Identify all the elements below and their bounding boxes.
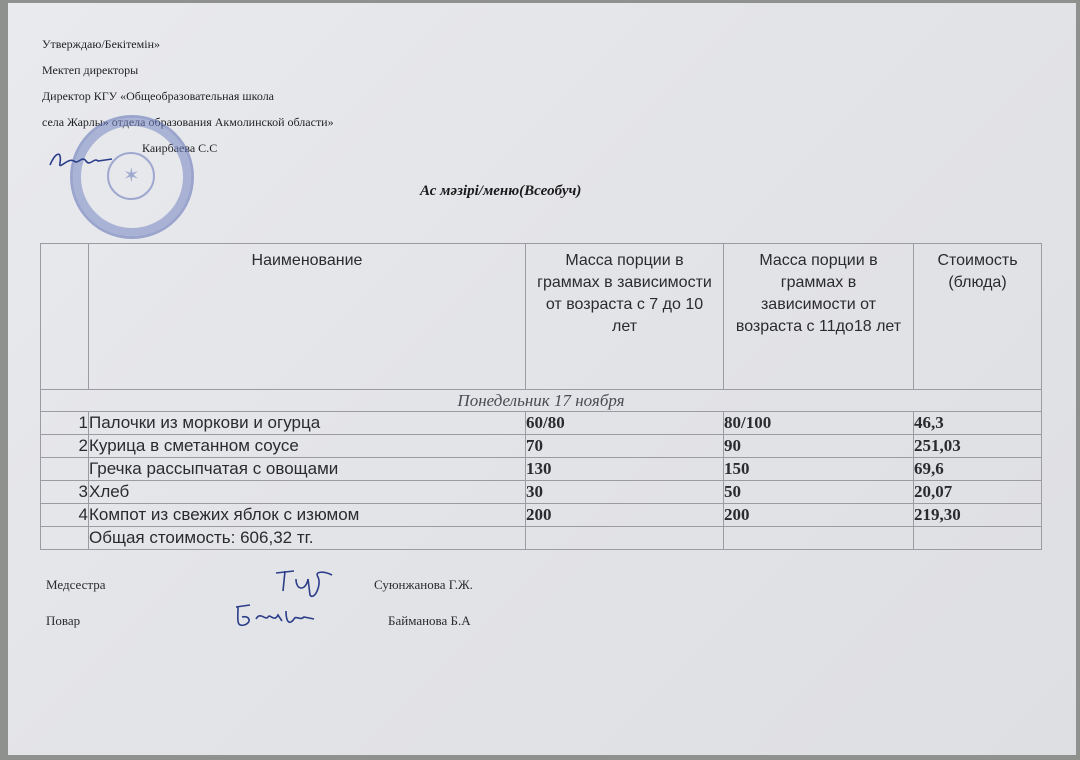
director-signature: [46, 143, 116, 177]
row-num: 2: [41, 435, 89, 458]
row-cost: 20,07: [914, 481, 1042, 504]
row-cost: 46,3: [914, 412, 1042, 435]
row-mass-11-18: [724, 527, 914, 550]
row-cost: 219,30: [914, 504, 1042, 527]
day-label: Понедельник 17 ноября: [41, 390, 1042, 412]
nurse-name: Суюнжанова Г.Ж.: [374, 577, 473, 592]
menu-document: [8, 3, 1076, 755]
table-row: [41, 504, 1042, 527]
row-mass-7-10: 200: [526, 504, 724, 527]
seal-emblem-icon: ✶: [123, 165, 140, 187]
header-num: [41, 244, 89, 390]
approval-line-2: Мектеп директоры: [42, 63, 139, 77]
row-name: Хлеб: [89, 481, 526, 504]
row-mass-7-10: 130: [526, 458, 724, 481]
row-num: [41, 527, 89, 550]
row-num: 3: [41, 481, 89, 504]
header-mass-11-18: Масса порции в граммах в зависимости от возраста с 11до18 лет: [724, 244, 914, 390]
row-mass-7-10: [526, 527, 724, 550]
header-name: Наименование: [89, 244, 526, 390]
row-cost: 251,03: [914, 435, 1042, 458]
row-num: 4: [41, 504, 89, 527]
row-mass-11-18: 50: [724, 481, 914, 504]
row-mass-11-18: 200: [724, 504, 914, 527]
approval-line-3: Директор КГУ «Общеобразовательная школа: [42, 89, 275, 103]
row-mass-7-10: 70: [526, 435, 724, 458]
cook-signature: [230, 597, 320, 637]
nurse-role: Медсестра: [46, 577, 106, 592]
day-row: [41, 390, 1042, 412]
row-mass-7-10: 60/80: [526, 412, 724, 435]
row-cost: [914, 527, 1042, 550]
row-mass-11-18: 80/100: [724, 412, 914, 435]
table-row: [41, 481, 1042, 504]
row-cost: 69,6: [914, 458, 1042, 481]
menu-title: Ас мәзірі/меню(Всеобуч): [420, 183, 582, 199]
header-cost: Стоимость (блюда): [914, 244, 1042, 390]
cook-role: Повар: [46, 613, 81, 628]
row-num: [41, 458, 89, 481]
row-name: Компот из свежих яблок с изюмом: [89, 504, 526, 527]
row-num: 1: [41, 412, 89, 435]
row-mass-11-18: 90: [724, 435, 914, 458]
row-name: Курица в сметанном соусе: [89, 435, 526, 458]
row-mass-11-18: 150: [724, 458, 914, 481]
row-name: Палочки из моркови и огурца: [89, 412, 526, 435]
total-cost-label: Общая стоимость: 606,32 тг.: [89, 527, 526, 550]
row-name: Гречка рассыпчатая с овощами: [89, 458, 526, 481]
approval-line-4: села Жарлы» отдела образования Акмолинской области»: [42, 115, 334, 129]
row-mass-7-10: 30: [526, 481, 724, 504]
table-header-row: [41, 244, 1042, 390]
total-row: [41, 527, 1042, 550]
director-name: Каирбаева С.С: [142, 141, 218, 155]
approval-line-1: Утверждаю/Бекітемін»: [42, 37, 160, 51]
cook-name: Байманова Б.А: [388, 613, 471, 628]
menu-table: [40, 243, 1042, 550]
table-row: [41, 458, 1042, 481]
school-seal-stamp: [70, 115, 194, 239]
table-row: [41, 412, 1042, 435]
table-row: [41, 435, 1042, 458]
header-mass-7-10: Масса порции в граммах в зависимости от возраста с 7 до 10 лет: [526, 244, 724, 390]
